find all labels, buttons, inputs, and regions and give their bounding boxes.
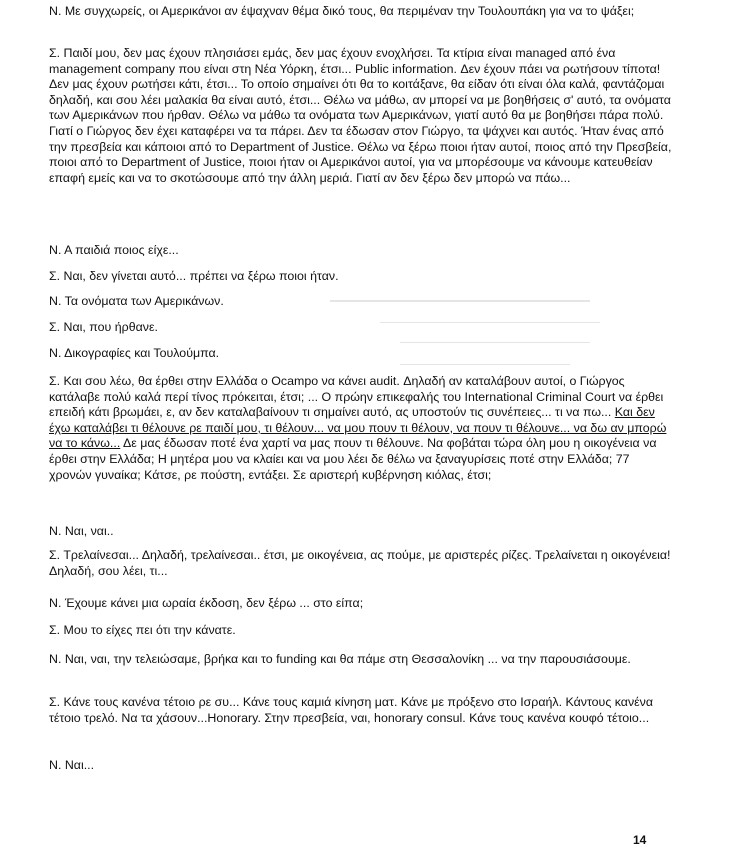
paragraph-text: Σ. Και σου λέω, θα έρθει στην Ελλάδα ο Ocampo να κάνει audit. Δηλαδή αν καταλάβουν αυτοί, ο Γιώργος κατάλαβε πολύ καλά περί τίνος πρόκειται, έτσι; ... Ο πρώην επικεφαλής του International Criminal Court να έρθει επειδή κάτι βρωμάει, ε, αν δεν καταλαβαίνουν τι σημαίνει αυτό, ας υποστούν τις συνέπειες... τι να πω... xyxy=(49,374,664,420)
paragraph: Ν. Τα ονόματα των Αμερικάνων. xyxy=(49,294,224,308)
underlined-text: Και δεν έχω καταλάβει τι θέλουνε ρε παιδί μου, τι θέλουν... να μου πουν τι θέλουν, να πουν τι θέλουνε... να δω αν μπορώ να το κάνω... xyxy=(49,405,667,451)
paragraph: Σ. Κάνε τους κανένα τέτοιο ρε συ... Κάνε τους καμιά κίνηση ματ. Κάνε με πρόξενο στο Ισραήλ. Κάντους κανένα τέτοιο τρελό. Να τα χάσουν...Honorary. Στην πρεσβεία, ναι, honorary consul. Κάνε τους κανένα κουφό τέτοιο... xyxy=(49,695,654,725)
paragraph: Ν. Δικογραφίες και Τουλούμπα. xyxy=(49,346,220,360)
page-number: 14 xyxy=(633,833,647,847)
paragraph: Ν. Ναι, ναι, την τελειώσαμε, βρήκα και το funding και θα πάμε στη Θεσσαλονίκη ... να την παρουσιάσουμε. xyxy=(49,652,631,666)
paragraph-text: Δε μας έδωσαν ποτέ ένα χαρτί να μας πουν τι θέλουνε. Να φοβάται τώρα όλη μου η οικογένεια να έρθει στην Ελλάδα; Η μητέρα μου να κλαίει και να μου λέει δε θέλω να ξαναγυρίσεις ποτέ στην Ελλάδα; 77 χρονών γυναίκα; Κάτσε, ρε πούστη, εντάξει. Σε αριστερή κυβέρνηση κιόλας, έτσι; xyxy=(49,436,657,482)
scan-noise xyxy=(400,364,570,365)
scan-noise xyxy=(400,342,590,343)
paragraph: Ν. Α παιδιά ποιος είχε... xyxy=(49,243,179,257)
paragraph: Ν. Έχουμε κάνει μια ωραία έκδοση, δεν ξέρω ... στο είπα; xyxy=(49,596,364,610)
paragraph: Σ. Τρελαίνεσαι... Δηλαδή, τρελαίνεσαι.. έτσι, με οικογένεια, ας πούμε, με αριστερές ρίζες. Τρελαίνεται η οικογένεια! Δηλαδή, σου λέει, τι... xyxy=(49,548,671,578)
paragraph: Σ. Ναι, που ήρθανε. xyxy=(49,320,158,334)
paragraph: Σ. Μου το είχες πει ότι την κάνατε. xyxy=(49,623,236,637)
paragraph: Σ. Παιδί μου, δεν μας έχουν πλησιάσει εμάς, δεν μας έχουν ενοχλήσει. Τα κτίρια είναι managed από ένα management company που είναι στη Νέα Υόρκη, έτσι... Public information. Δεν έχουν πάει να ρωτήσουν τίποτα! Δεν μας έχουν ρωτήσει κάτι, έτσι... Το οποίο σημαίνει ότι θα το κοιτάξανε, θα είδαν ότι είναι όλα καλά, φαντάζομαι δηλαδή, και σου λέει μαλακία θα είναι αυτό, έτσι... Θέλω να μάθω, αν μπορεί να με βοηθήσεις σ' αυτό, τα ονόματα των Αμερικάνων που ήρθαν. Θέλω να μάθω τα ονόματα των Αμερικάνων, γιατί αυτό θα με βοηθήσει πάρα πολύ. Γιατί ο Γιώργος δεν έχει καταφέρει να τα πάρει. Δεν τα έδωσαν στον Γιώργο, τα ψάχνει και αυτός. Ήταν ένας από την πρεσβεία και κάποιοι από το Department of Justice. Θέλω να ξέρω ποιοι ήταν αυτοί, ποιος από την Πρεσβεία, ποιοι από το Department of Justice, ποιοι ήταν οι Αμερικάνοι αυτοί, για να μπορέσουμε να κάνουμε κατευθείαν επαφή εμείς και να το σκοτώσουμε από την άλλη μεριά. Γιατί αν δεν ξέρω δεν μπορώ να πάω... xyxy=(49,46,672,185)
paragraph xyxy=(49,374,674,483)
paragraph: Ν. Ναι, ναι.. xyxy=(49,524,114,538)
paragraph: Ν. Ναι... xyxy=(49,758,95,772)
paragraph: Ν. Με συγχωρείς, οι Αμερικάνοι αν έψαχναν θέμα δικό τους, θα περιμέναν την Τουλουπάκη για να το ψάξει; xyxy=(49,4,635,18)
paragraph: Σ. Ναι, δεν γίνεται αυτό... πρέπει να ξέρω ποιοι ήταν. xyxy=(49,269,339,283)
